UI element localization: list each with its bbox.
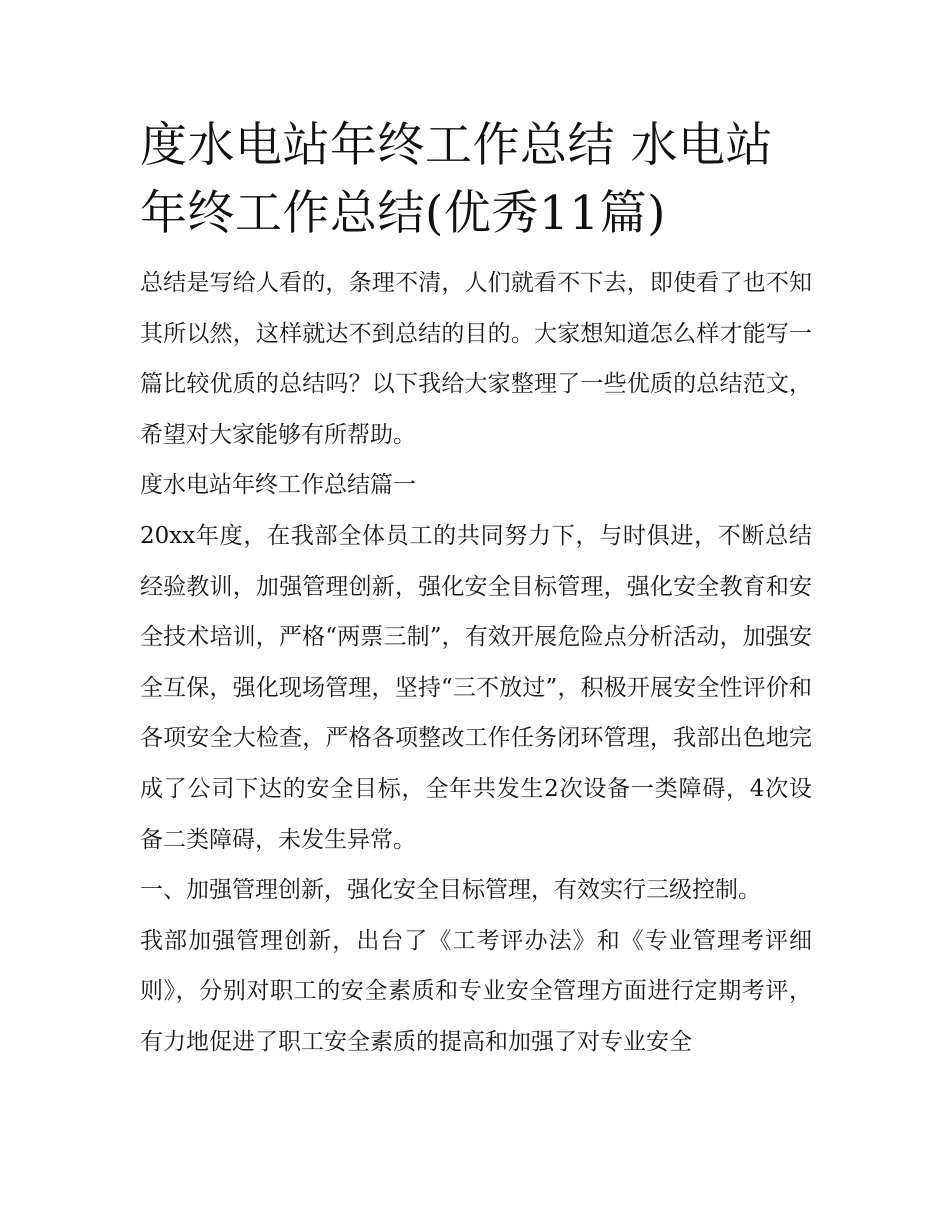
- subsection-heading: 一、加强管理创新，强化安全目标管理，有效实行三级控制。: [140, 877, 761, 904]
- body-paragraph: 我部加强管理创新，出台了《工考评办法》和《专业管理考评细则》，分别对职工的安全素质和专业安全管理方面进行定期考评，有力地促进了职工安全素质的提高和加强了对专业安全: [140, 927, 812, 1055]
- document-body: [140, 258, 812, 1068]
- intro-paragraph: 总结是写给人看的，条理不清，人们就看不下去，即使看了也不知其所以然，这样就达不到总结的目的。大家想知道怎么样才能写一篇比较优质的总结吗？以下我给大家整理了一些优质的总结范文，希望对大家能够有所帮助。: [140, 270, 812, 448]
- document-content: [140, 112, 812, 1068]
- section-heading: 度水电站年终工作总结篇一: [140, 472, 416, 499]
- body-paragraph: 20xx年度，在我部全体员工的共同努力下，与时俱进，不断总结经验教训，加强管理创新，强化安全目标管理，强化安全教育和安全技术培训，严格“两票三制”，有效开展危险点分析活动，加强安全互保，强化现场管理，坚持“三不放过”，积极开展安全性评价和各项安全大检查，严格各项整改工作任务闭环管理，我部出色地完成了公司下达的安全目标，全年共发生2次设备一类障碍，4次设备二类障碍，未发生异常。: [140, 522, 812, 853]
- document-title: 度水电站年终工作总结 水电站年终工作总结(优秀11篇): [140, 118, 773, 241]
